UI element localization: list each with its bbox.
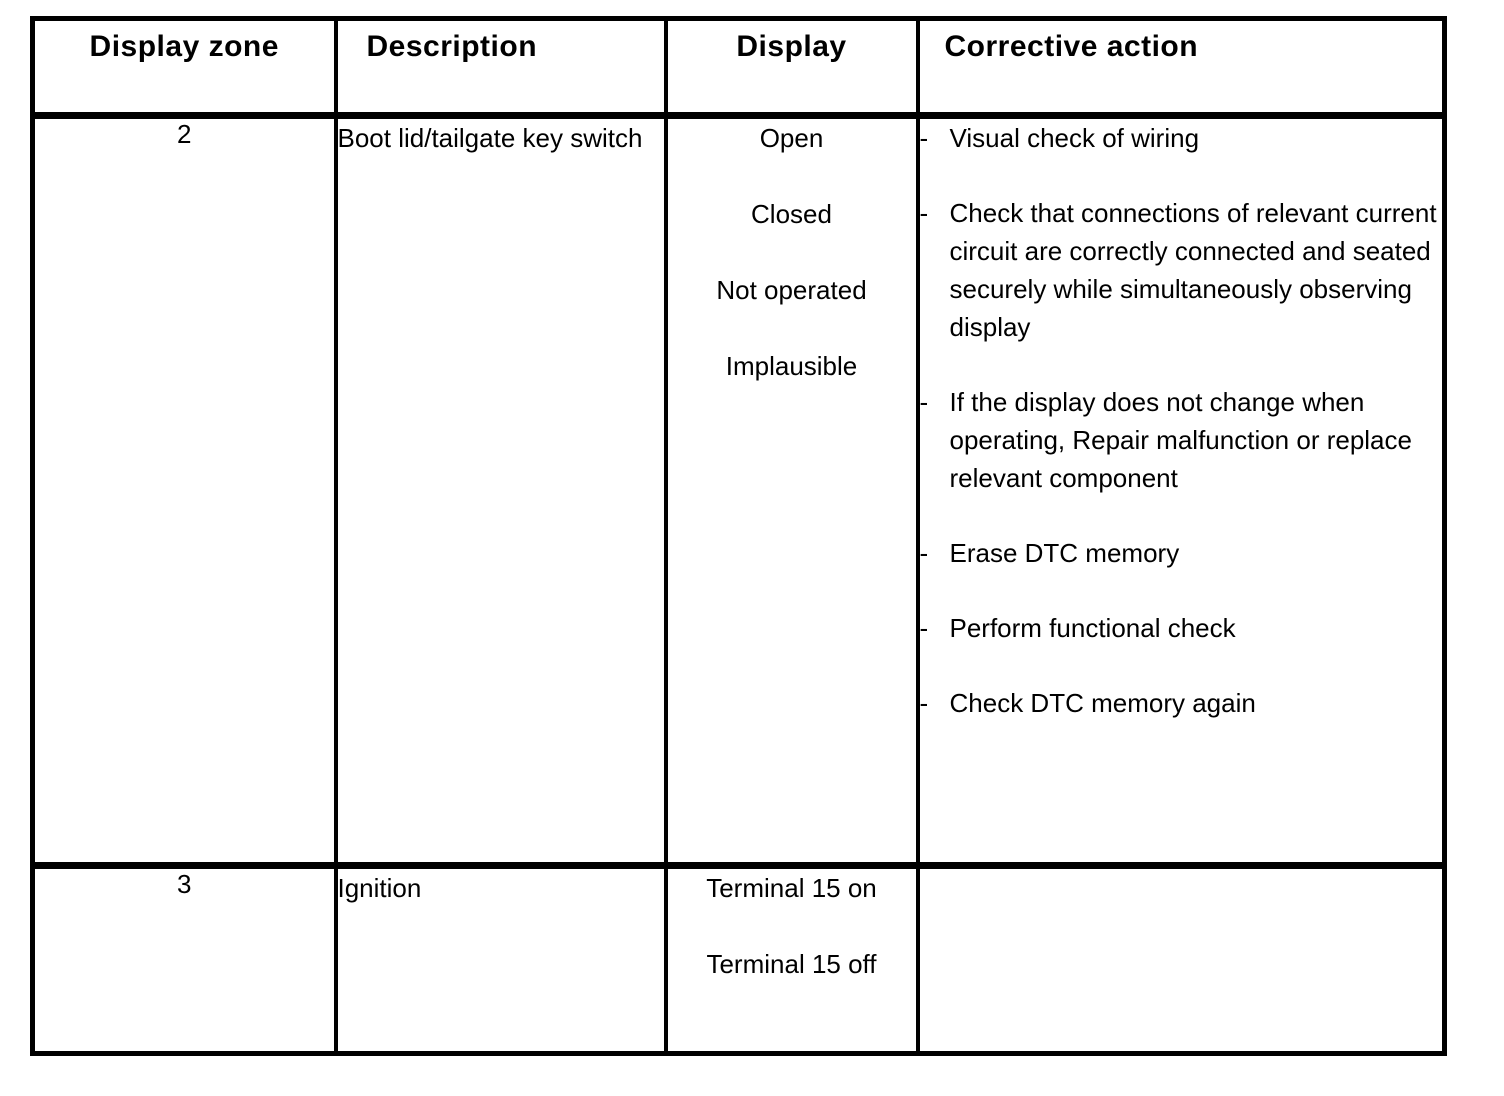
col-header-display-zone: Display zone	[33, 19, 336, 116]
corrective-action-item	[920, 194, 1443, 346]
description-text: Boot lid/tailgate key switch	[337, 123, 643, 153]
dash-bullet: -	[919, 123, 929, 153]
zone-number: 3	[177, 869, 192, 899]
diagnostic-table	[30, 16, 1447, 1056]
corrective-action-text: Visual check of wiring	[949, 123, 1200, 153]
corrective-action-cell	[918, 116, 1445, 866]
corrective-action-item	[920, 383, 1443, 497]
corrective-action-text: Perform functional check	[949, 613, 1236, 643]
display-value: Open	[759, 123, 824, 153]
col-header-description: Description	[336, 19, 666, 116]
col-header-display: Display	[666, 19, 918, 116]
dash-bullet: -	[919, 613, 929, 643]
zone-number-cell	[33, 116, 336, 866]
description-cell	[336, 116, 666, 866]
corrective-action-item	[920, 534, 1443, 572]
display-cell	[666, 866, 918, 1054]
zone-number: 2	[177, 119, 192, 149]
corrective-action-text: Erase DTC memory	[949, 538, 1180, 568]
corrective-action-item	[920, 119, 1443, 157]
col-header-corrective-action: Corrective action	[918, 19, 1445, 116]
dash-bullet: -	[919, 538, 929, 568]
corrective-action-item	[920, 609, 1443, 647]
display-cell	[666, 116, 918, 866]
description-text: Ignition	[337, 873, 422, 903]
corrective-action-text: Check that connections of relevant current circuit are correctly connected and seated securely while simultaneously observing display	[949, 198, 1437, 342]
dash-bullet: -	[919, 198, 929, 228]
corrective-action-cell-empty	[918, 866, 1445, 1054]
corrective-action-item	[920, 684, 1443, 722]
description-cell	[336, 866, 666, 1054]
zone-number-cell	[33, 866, 336, 1054]
display-value: Terminal 15 on	[706, 873, 877, 903]
display-value: Closed	[751, 199, 832, 229]
dash-bullet: -	[919, 387, 929, 417]
header-row	[33, 19, 1445, 116]
corrective-action-text: If the display does not change when operating, Repair malfunction or replace relevant component	[949, 387, 1412, 493]
table-row-zone-2	[33, 116, 1445, 866]
display-value: Terminal 15 off	[706, 949, 877, 979]
table-row-zone-3	[33, 866, 1445, 1054]
display-value: Not operated	[716, 275, 867, 305]
dash-bullet: -	[919, 688, 929, 718]
display-value: Implausible	[725, 351, 858, 381]
corrective-action-text: Check DTC memory again	[949, 688, 1256, 718]
